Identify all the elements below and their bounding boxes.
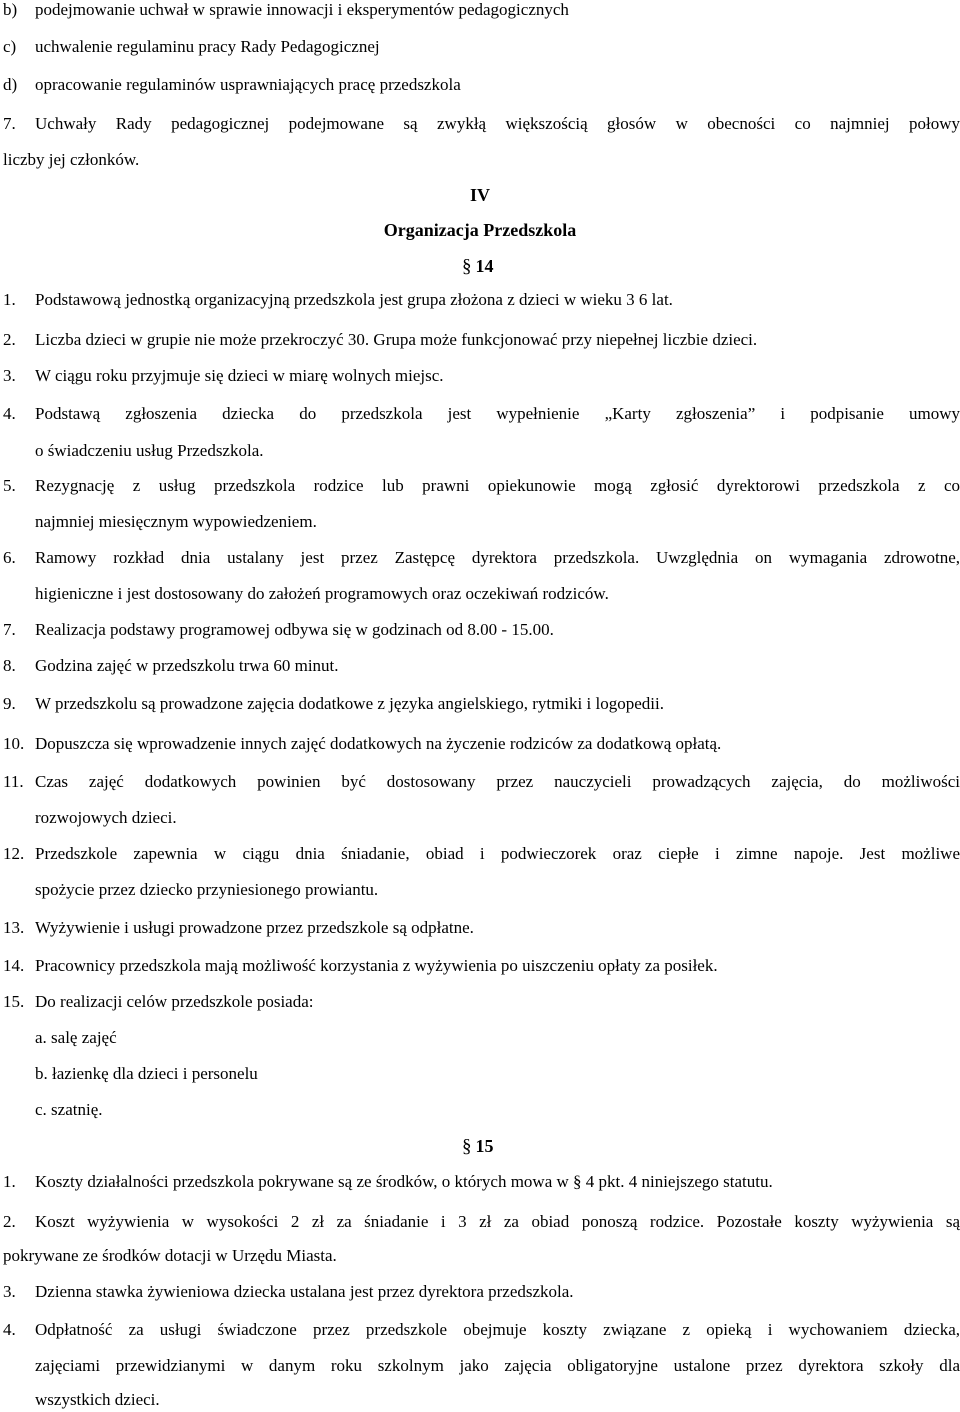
item-text: Dzienna stawka żywieniowa dziecka ustalana jest przez dyrektora przedszkola. (35, 1282, 574, 1301)
item-number: 4. (3, 1320, 16, 1339)
section-number: 15 (475, 1136, 494, 1156)
sub-list-item: c. szatnię. (35, 1100, 103, 1119)
item-number: 1. (3, 1172, 16, 1191)
chapter-title: Organizacja Przedszkola (383, 220, 577, 240)
item-number: 10. (3, 734, 25, 753)
paragraph-sign: § (462, 256, 472, 277)
item-number: 5. (3, 476, 16, 495)
section-heading (462, 1136, 494, 1157)
item-text: Odpłatność za usługi świadczone przez przedszkole obejmuje koszty związane z opieką i wychowaniem dziecka, (35, 1320, 960, 1339)
item-number: 6. (3, 548, 16, 567)
item-number: 8. (3, 656, 16, 675)
item-number: 9. (3, 694, 16, 713)
item-text-continued: o świadczeniu usług Przedszkola. (35, 441, 264, 460)
item-number: 11. (3, 772, 24, 791)
item-text: Realizacja podstawy programowej odbywa się w godzinach od 8.00 - 15.00. (35, 620, 554, 639)
item-text-continued: najmniej miesięcznym wypowiedzeniem. (35, 512, 317, 531)
item-text: opracowanie regulaminów usprawniających pracę przedszkola (35, 75, 461, 94)
item-text: Dopuszcza się wprowadzenie innych zajęć dodatkowych na życzenie rodziców za dodatkową opłatą. (35, 734, 722, 753)
item-label: c) (3, 37, 17, 56)
item-text: uchwalenie regulaminu pracy Rady Pedagogicznej (35, 37, 380, 56)
item-text: Podstawową jednostką organizacyjną przedszkola jest grupa złożona z dzieci w wieku 3 6 lat. (35, 290, 673, 309)
item-number: 12. (3, 844, 25, 863)
item-text: Przedszkole zapewnia w ciągu dnia śniadanie, obiad i podwieczorek oraz ciepłe i zimne napoje. Jest możliwe (35, 844, 960, 863)
item-text: Czas zajęć dodatkowych powinien być dostosowany przez nauczycieli prowadzących zajęcia, do możliwości (35, 772, 960, 791)
item-text: Podstawą zgłoszenia dziecka do przedszkola jest wypełnienie „Karty zgłoszenia” i podpisanie umowy (35, 404, 960, 423)
item-number: 7. (3, 114, 16, 133)
item-number: 13. (3, 918, 25, 937)
item-number: 4. (3, 404, 16, 423)
item-text-continued: liczby jej członków. (3, 150, 140, 169)
item-text-continued: spożycie przez dziecko przyniesionego prowiantu. (35, 880, 379, 899)
item-text: Godzina zajęć w przedszkolu trwa 60 minut. (35, 656, 339, 675)
item-number: 7. (3, 620, 16, 639)
item-text: Ramowy rozkład dnia ustalany jest przez Zastępcę dyrektora przedszkola. Uwzględnia on wymagania zdrowotne, (35, 548, 960, 567)
item-text: Uchwały Rady pedagogicznej podejmowane są zwykłą większością głosów w obecności co najmniej połowy (35, 114, 960, 133)
item-text: podejmowanie uchwał w sprawie innowacji i eksperymentów pedagogicznych (35, 0, 569, 19)
sub-list-item: a. salę zajęć (35, 1028, 117, 1047)
item-text-continued: rozwojowych dzieci. (35, 808, 177, 827)
item-text: Rezygnację z usług przedszkola rodzice lub prawni opiekunowie mogą zgłosić dyrektorowi przedszkola z co (35, 476, 960, 495)
item-number: 3. (3, 1282, 16, 1301)
item-text: W ciągu roku przyjmuje się dzieci w miarę wolnych miejsc. (35, 366, 444, 385)
item-number: 15. (3, 992, 25, 1011)
section-heading (462, 256, 494, 277)
item-number: 2. (3, 1212, 16, 1231)
chapter-number: IV (469, 185, 490, 205)
item-text: Liczba dzieci w grupie nie może przekroczyć 30. Grupa może funkcjonować przy niepełnej liczbie dzieci. (35, 330, 758, 349)
item-text-continued: zajęciami przewidzianymi w danym roku szkolnym jako zajęcia obligatoryjne ustalone przez dyrektora szkoły dla (35, 1356, 960, 1375)
item-text-continued: pokrywane ze środków dotacji w Urzędu Miasta. (3, 1246, 337, 1265)
item-text: W przedszkolu są prowadzone zajęcia dodatkowe z języka angielskiego, rytmiki i logopedii. (35, 694, 664, 713)
item-label: d) (3, 75, 18, 94)
paragraph-sign: § (462, 1136, 472, 1157)
item-text: Koszty działalności przedszkola pokrywane są ze środków, o których mowa w § 4 pkt. 4 niniejszego statutu. (35, 1172, 773, 1191)
item-text: Wyżywienie i usługi prowadzone przez przedszkole są odpłatne. (35, 918, 474, 937)
item-number: 1. (3, 290, 16, 309)
item-number: 2. (3, 330, 16, 349)
item-label: b) (3, 0, 18, 19)
item-number: 14. (3, 956, 25, 975)
section-number: 14 (475, 256, 494, 276)
item-text-continued: higieniczne i jest dostosowany do założeń programowych oraz oczekiwań rodziców. (35, 584, 609, 603)
item-text: Koszt wyżywienia w wysokości 2 zł za śniadanie i 3 zł za obiad ponoszą rodzice. Pozostałe koszty wyżywienia są (35, 1212, 960, 1231)
item-number: 3. (3, 366, 16, 385)
item-text: Do realizacji celów przedszkole posiada: (35, 992, 314, 1011)
item-text-continued: wszystkich dzieci. (35, 1390, 160, 1409)
sub-list-item: b. łazienkę dla dzieci i personelu (35, 1064, 258, 1083)
item-text: Pracownicy przedszkola mają możliwość korzystania z wyżywienia po uiszczeniu opłaty za posiłek. (35, 956, 718, 975)
